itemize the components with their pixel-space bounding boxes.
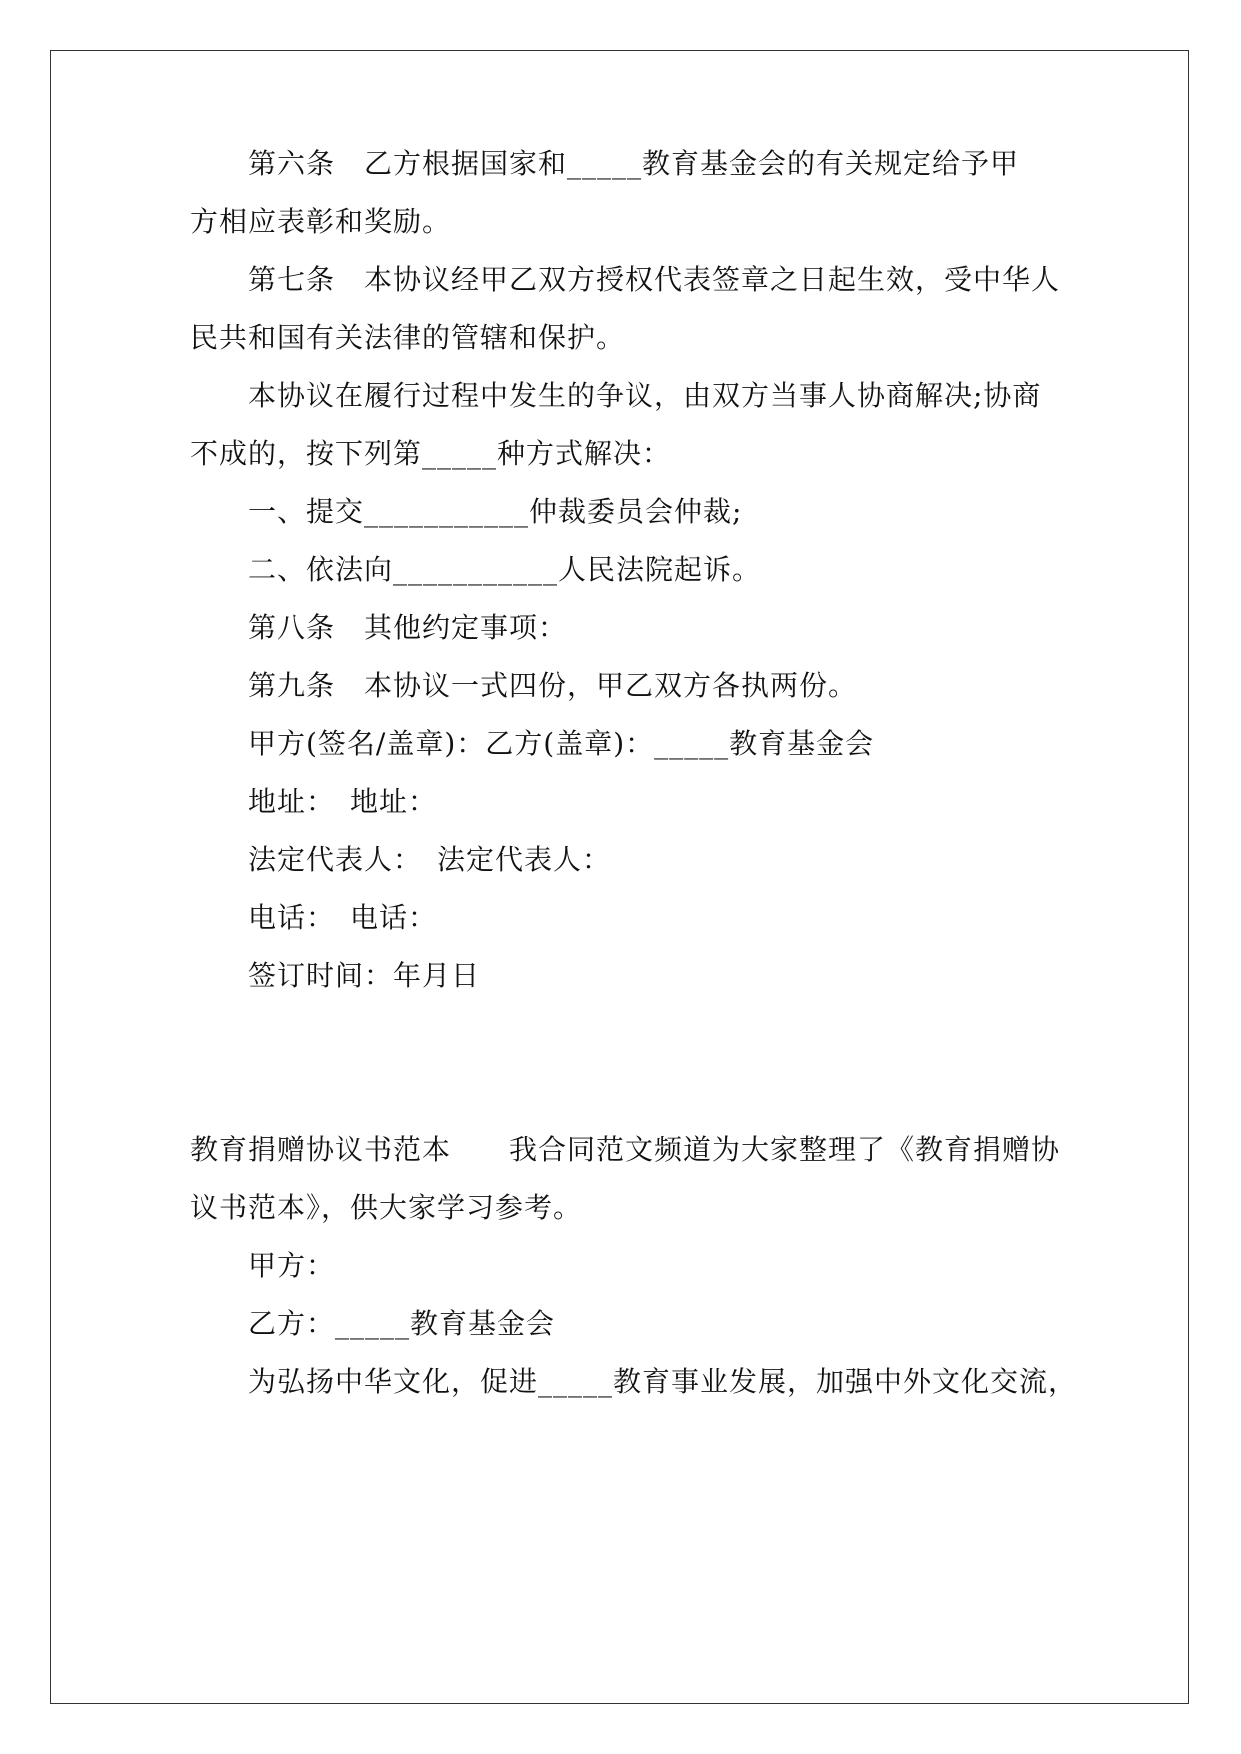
preamble-line: 为弘扬中华文化，促进_____教育事业发展，加强中外文化交流，: [248, 1365, 1078, 1398]
phone-line: 电话： 电话：: [248, 901, 438, 934]
legal-rep-line: 法定代表人： 法定代表人：: [248, 843, 612, 876]
signature-parties: 甲方(签名/盖章)：乙方(盖章)：_____教育基金会: [248, 727, 875, 760]
address-line: 地址： 地址：: [248, 785, 438, 818]
party-a-line: 甲方：: [248, 1249, 336, 1282]
option-arbitration: 一、提交___________仲裁委员会仲裁;: [248, 495, 743, 528]
second-doc-title-line-2: 议书范本》，供大家学习参考。: [190, 1191, 583, 1224]
party-b-line: 乙方：_____教育基金会: [248, 1307, 556, 1340]
article-9: 第九条 本协议一式四份，甲乙双方各执两份。: [248, 669, 858, 702]
article-6-line-1: 第六条 乙方根据国家和_____教育基金会的有关规定给予甲: [248, 147, 1020, 180]
dispute-line-2: 不成的，按下列第_____种方式解决：: [190, 437, 672, 470]
option-court: 二、依法向___________人民法院起诉。: [248, 553, 762, 586]
second-doc-title-line-1: 教育捐赠协议书范本 我合同范文频道为大家整理了《教育捐赠协: [190, 1133, 1061, 1166]
signing-date-line: 签订时间：年月日: [248, 959, 481, 992]
article-8: 第八条 其他约定事项：: [248, 611, 568, 644]
dispute-line-1: 本协议在履行过程中发生的争议，由双方当事人协商解决;协商: [248, 379, 1042, 412]
article-7-line-2: 民共和国有关法律的管辖和保护。: [190, 321, 626, 354]
article-6-line-2: 方相应表彰和奖励。: [190, 205, 452, 238]
article-7-line-1: 第七条 本协议经甲乙双方授权代表签章之日起生效，受中华人: [248, 263, 1061, 296]
